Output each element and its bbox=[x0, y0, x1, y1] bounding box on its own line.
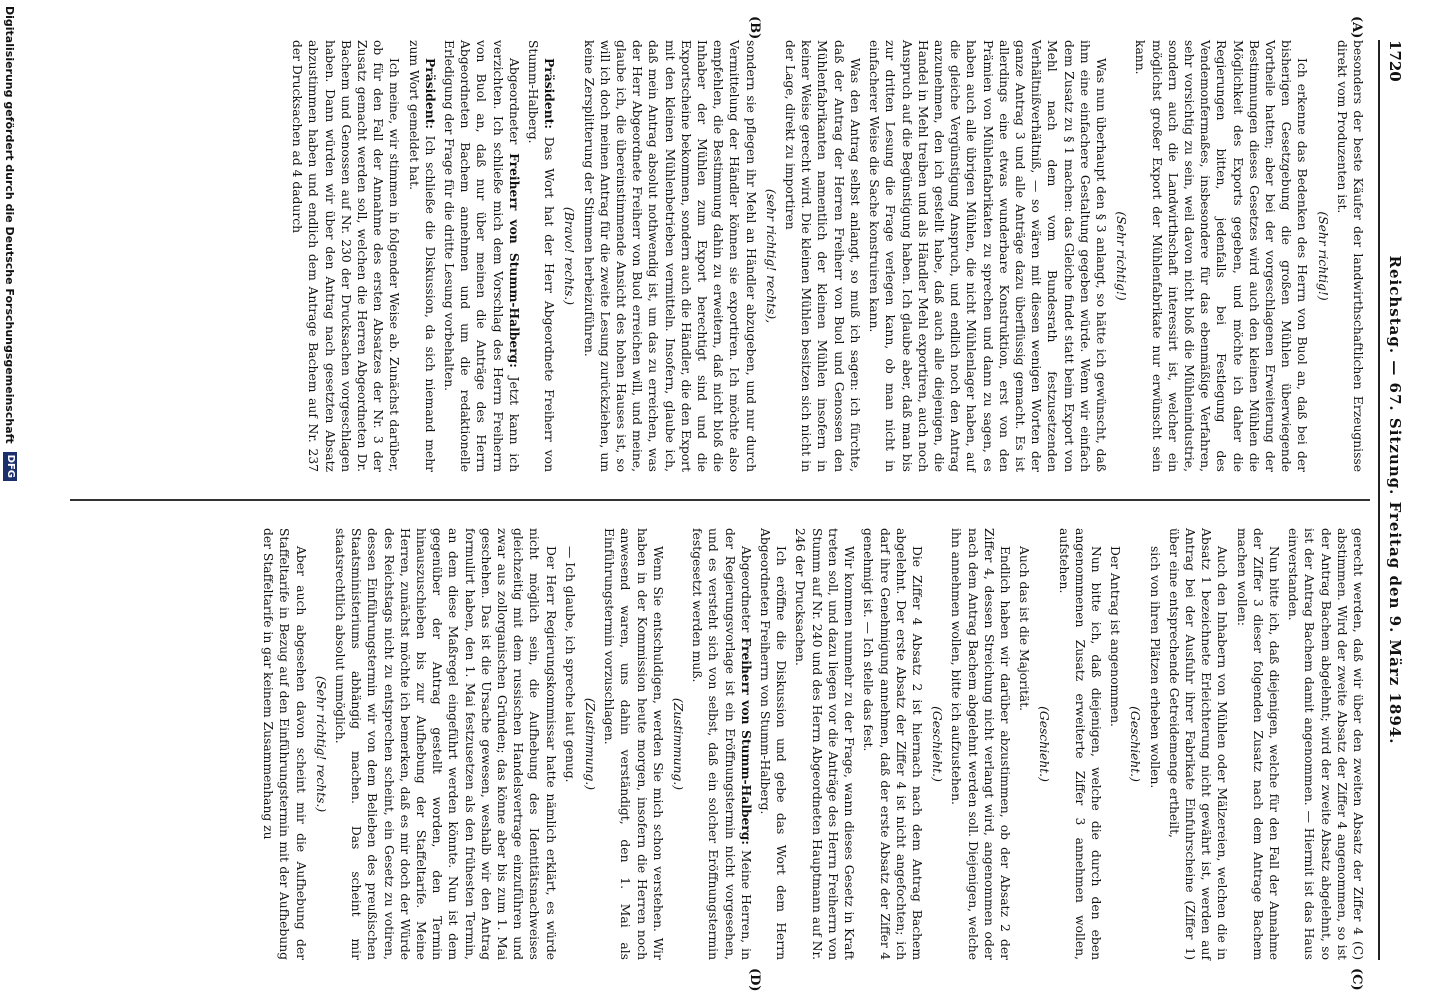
interjection: (sehr richtig! rechts), bbox=[763, 188, 778, 324]
paragraph: Die Ziffer 4 Absatz 2 ist hiernach nach dem Antrag Bachem abgelehnt. Der erste Absatz der Ziffer 4 ist nicht angefochten; ich darf ihre Genehmigung annehmen, daß der erste Absatz der Ziffer 4 genehmigt ist. — Ich stelle das fest. bbox=[861, 528, 924, 960]
paragraph: Ich meine, wir stimmen in folgender Weise ab. Zunächst darüber, ob für den Fall der Annahme des ersten Absatzes der Nr. 3 der Zusatz gemacht werden soll, welchen die Herren Abgeordneten Dr. Bachem und Genossen auf Nr. 230 der Drucksachen vorgeschlagen haben. Dann würden wir über den Antrag nach gesetzten Absatz abzustimmen haben und endlich dem Antrage Bachem auf Nr. 237 der Drucksachen ad 4 dadurch bbox=[290, 40, 402, 472]
paragraph: Präsident: Ich schließe die Diskussion, da sich niemand mehr zum Wort gemeldet hat. bbox=[406, 40, 438, 472]
speaker-name: Präsident: bbox=[542, 58, 558, 129]
paragraph: Auch das ist die Majorität. bbox=[1017, 546, 1032, 712]
page-number: 1720 bbox=[1386, 40, 1404, 82]
header-rule bbox=[1378, 40, 1380, 960]
interjection: (Sehr richtig!) bbox=[1114, 211, 1129, 301]
interjection: (Geschieht.) bbox=[1037, 706, 1052, 782]
speaker-name: Freiherr von Stumm-Halberg: bbox=[506, 153, 522, 368]
paragraph: Endlich haben wir darüber abzustimmen, ob der Absatz 2 der Ziffer 4, dessen Streichung nicht verlangt wird, angenommen oder nach dem Antrag Bachem abgelehnt werden soll. Diejenigen, welche ihn annehmen wollen, bitte ich aufzustehen. bbox=[949, 528, 1012, 960]
margin-mark-b: (B) bbox=[747, 16, 762, 40]
paragraph: — Ich glaube, ich spreche laut genug. bbox=[562, 546, 577, 783]
paragraph: Ich eröffne die Diskussion und gebe das Wort dem Herrn Abgeordneten Freiherrn von Stumm-Halberg. bbox=[758, 528, 789, 960]
running-title: Reichstag. — 67. Sitzung. Freitag den 9. März 1894. bbox=[1386, 255, 1404, 745]
paragraph: Was den Antrag selbst anlangt, so muß ich sagen: ich fürchte, daß der Antrag der Herren Freiherr von Buol und Genossen den Mühlenfabrikanten namentlich der kleinen Mühlen insofern in keiner Weise gerecht wird. Die kleinen Mühlen besitzen sich nicht in der Lage, direkt zu importiren bbox=[783, 40, 862, 472]
page-header bbox=[1380, 40, 1404, 960]
interjection: (Zustimmung.) bbox=[671, 697, 686, 791]
dfg-logo: DFG bbox=[3, 452, 17, 481]
paragraph: Wir kommen nunmehr zu der Frage, wann dieses Gesetz in Kraft treten soll, und dazu liegen vor die Anträge des Herrn Freiherrn von Stumm auf Nr. 240 und des Herrn Abgeordneten Hauptmann auf Nr. 246 der Drucksachen. bbox=[793, 528, 857, 960]
interjection: (Bravo! rechts.) bbox=[562, 206, 577, 306]
credit-text: Digitalisierung gefördert durch die Deutsche Forschungsgemeinschaft bbox=[3, 6, 17, 444]
margin-mark-d: (D) bbox=[747, 968, 762, 992]
right-column bbox=[257, 528, 1366, 960]
paragraph: sondern sie pflegen ihr Mehl an Händler abzugeben, und nur durch Vermittelung der Händler können sie exportiren. Ich möchte also empfehlen, die Bestimmung dahin zu erweitern, daß nicht bloß die Inhaber der Mühlen zum Export berechtigt sind und die Exportscheine bekommen, sondern auch die Händler, die den Export mit den kleinen Mühlenbetrieben vermitteln. Insofern, glaube ich, daß mein Antrag absolut nothwendig ist, um das zu erreichen, was der Herr Abgeordnete Freiherr von Buol erreichen will, und meine, glaube ich, die übereinstimmende Ansicht des hohen Hauses ist, so will ich doch meinen Antrag für die zweite Lesung zurückziehen, um keine Zersplitterung der Stimmen herbeizuführen. bbox=[581, 40, 758, 472]
paragraph: Ich erkenne das Bedenken des Herrn von Buol an, daß bei der bisherigen Gesetzgebung die großen Mühlen überwiegende Vortheile hatten; aber bei der vorgeschlagenen Erweiterung der Bestimmungen dieses Gesetzes wird auch den kleinen Mühlen die Möglichkeit des Exports gegeben, und möchte ich daher die Regierungen bitten, jedenfalls bei Festlegung des Vendemonfermaßes, insbesondere für das ebenmäßige Verfahren, sehr vorsichtig zu sein, weil davon nicht bloß die Mühlenindustrie, sondern auch die Landwirthschaft interessirt ist, welcher ein möglichst großer Export der Mühlenfabrikate nur erwünscht sein kann. bbox=[1133, 40, 1310, 472]
paragraph: Nun bitte ich, daß diejenigen, welche für den Fall der Annahme der Ziffer 3 dieser folgenden Zusatz nach dem Antrage Bachem machen wollen: bbox=[1234, 528, 1281, 960]
paragraph: Was nun überhaupt den § 3 anlangt, so hätte ich gewünscht, daß ihm eine einfachere Gestaltung gegeben würde. Wenn wir einfach dem Zusatz zu § 1 machen: das Gleiche findet statt beim Export von Mehl nach dem vom Bundesrath festzusetzenden Verhältnißverhältniß, — so wären mit diesen wenigen Worten der ganze Antrag 3 und alle Anträge dazu überflüssig gemacht. Es ist allerdings eine etwas wunderbare Konstruktion, erst von den Prämien von Mühlenfabrikaten zu sprechen und dann zu sagen, es haben auch alle übrigen Mühlen, die nicht Mühlenlager haben, auf die gleiche Vergünstigung Anspruch, und endlich noch den Antrag anzunehmen, den ich gestellt habe, daß auch alle diejenigen, die Handel in Mehl treiben und als Händler Mehl exportiren, auch noch Anspruch auf die Begünstigung haben. Ich glaube aber, daß man bis zur dritten Lesung die Frage verlegen kann, ob man nicht in einfacherer Weise die Sache konstruiren kann. bbox=[867, 40, 1108, 472]
margin-mark-c: (C) bbox=[1349, 968, 1364, 991]
paragraph: Präsident: Das Wort hat der Herr Abgeordnete Freiherr von Stumm-Halberg. bbox=[526, 40, 558, 472]
paragraph: Abgeordneter Freiherr von Stumm-Halberg: Meine Herren, in der Regierungsvorlage ist ein Eröffnungstermin nicht vorgesehen, und es versteht sich von selbst, daß ein solcher Eröffnungstermin festgesetzt werden muß. bbox=[690, 528, 754, 960]
speaker-name: Freiherr von Stumm-Halberg: bbox=[738, 637, 754, 845]
digitization-credit bbox=[0, 0, 20, 1000]
column-divider bbox=[70, 499, 1370, 501]
interjection: (Sehr richtig! rechts.) bbox=[313, 675, 328, 813]
paragraph: gerecht werden, daß wir über den zweiten Absatz der Ziffer 4 (C) abstimmen. Wird der zweite Absatz der Ziffer 4 angenommen, so ist der Antrag Bachem abgelehnt; wird der zweite Absatz abgelehnt, so ist der Antrag Bachem damit angenommen. — Hiermit ist das Haus einverstanden. bbox=[1286, 528, 1365, 960]
paragraph: Wenn Sie entschuldigen, werden Sie mich schon verstehen. Wir haben in der Kommission heute morgen, insofern die Herren noch anwesend waren, uns dahin verständigt, den 1. Mai als Einführungstermin vorzuschlagen. bbox=[602, 528, 665, 960]
paragraph: Der Antrag ist angenommen. bbox=[1108, 546, 1123, 727]
paragraph: Nun bitte ich, daß diejenigen, welche die durch den eben angenommenen Zusatz erweiterte Ziffer 3 annehmen wollen, aufstehen. bbox=[1056, 528, 1103, 960]
speaker-name: Präsident: bbox=[422, 58, 438, 129]
paragraph: Abgeordneter Freiherr von Stumm-Halberg: Jetzt kann ich verzichten. Ich schließe mich dem Vorschlag des Herrn Freiherrn von Buol an, daß nur über meinen die Anträge des Herrn Abgeordneten Bachem annehmen und um die redaktionelle Erledigung der Frage für die dritte Lesung vorbehalten. bbox=[442, 40, 522, 472]
interjection: (Geschieht.) bbox=[930, 706, 945, 782]
interjection: (Geschieht.) bbox=[1128, 706, 1143, 782]
interjection: (Zustimmung.) bbox=[583, 697, 598, 791]
interjection: (Sehr richtig!) bbox=[1315, 211, 1330, 301]
paragraph: Der Herr Regierungskommissar hatte nämlich erklärt, es würde nicht möglich sein, die Aufhebung des Identitätsnachweises gleichzeitig mit dem russischen Handelsvertrage einzuführen und zwar aus zollorganischen Gründen; das könne aber bis zum 1. Mai geschehen. Das ist die Ursache gewesen, weshalb wir den Antrag formulirt haben, den 1. Mai festzusetzen als den frühesten Termin, an dem diese Maßregel eingeführt werden könnte. Nun ist dem gegenüber der Antrag gestellt worden, den Termin hinauszuschieben bis zur Aufhebung der Staffeltarife. Meine Herren, zunächst möchte ich bemerken, daß es mir doch der Würde des Reichstags nicht zu entsprechen scheint, ein Gesetz zu votiren, dessen Einführungstermin wir von dem Belieben des preußischen Staatsministeriums abhängig machen. Das scheint mir staatsrechtlich absolut unmöglich. bbox=[333, 528, 558, 960]
paragraph: besonders der beste Käufer der landwirthschaftlichen Erzeugnisse direkt vom Produzenten ist. bbox=[1334, 40, 1365, 472]
paragraph: sich von ihren Plätzen erheben wollen. bbox=[1147, 546, 1162, 789]
left-column bbox=[286, 40, 1366, 472]
paragraph: Auch den Inhabern von Mühlen oder Mälzereien, welchen die in Absatz 1 bezeichnete Erleichterung nicht gewährt ist, werden auf Antrag bei der Ausfuhr ihrer Fabrikate Einfuhrscheine (Ziffer 1) über eine entsprechende Getreidemenge ertheilt, bbox=[1166, 528, 1230, 960]
margin-mark-a: (A) bbox=[1349, 16, 1364, 39]
paragraph: Aber auch abgesehen davon scheint mir die Aufhebung der Staffeltarife in Bezug auf den Einführungstermin mit der Aufhebung der Staffeltarife in gar keinem Zusammenhang zu bbox=[261, 528, 308, 960]
